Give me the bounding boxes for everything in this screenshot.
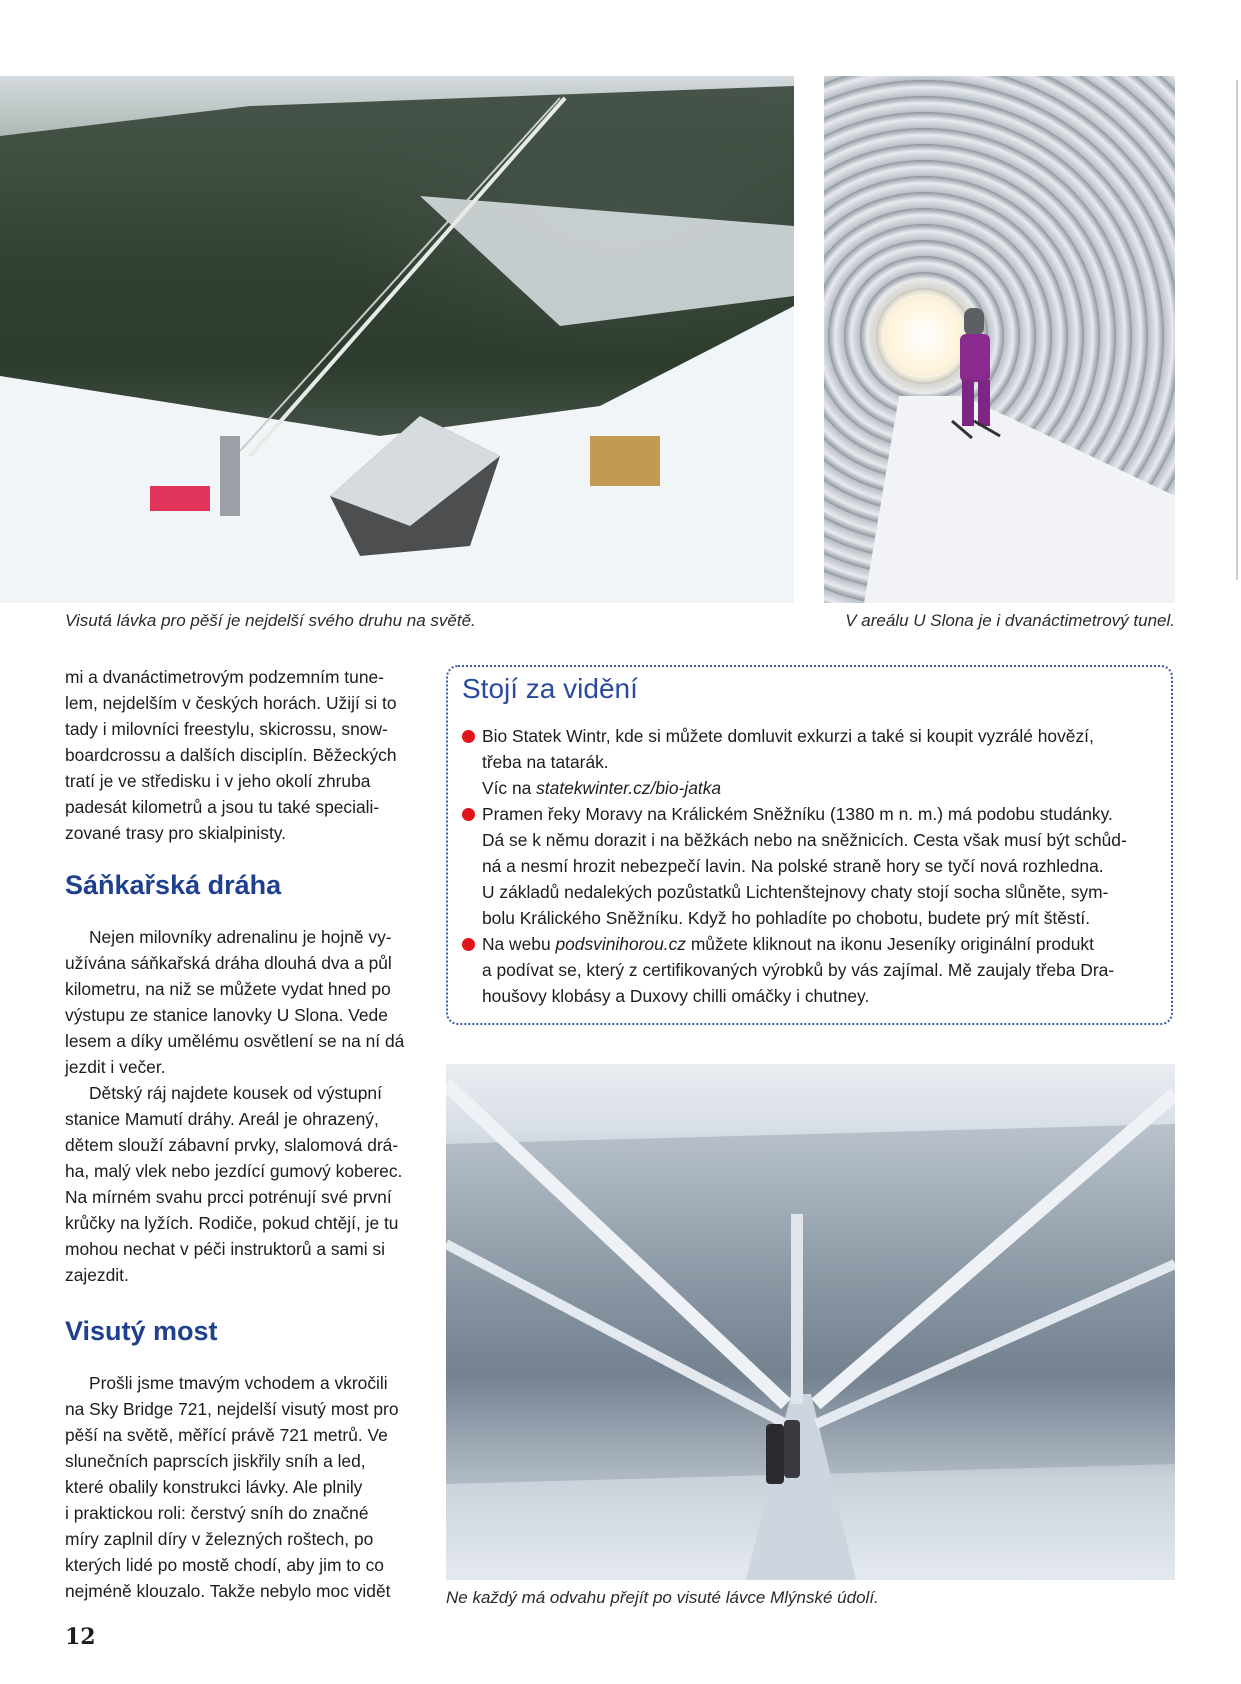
podsvinihorou-link[interactable]: podsvinihorou.cz bbox=[555, 934, 686, 954]
info-line: U základů nedalekých pozůstatků Lichtenštejnovy chaty stojí socha slůněte, sym- bbox=[482, 882, 1109, 902]
page-edge-rule bbox=[1236, 80, 1238, 580]
bridge-illustration bbox=[446, 1064, 1175, 1580]
sledding-paragraph-2 bbox=[65, 1080, 415, 1288]
paragraph-line: stanice Mamutí dráhy. Areál je ohrazený, bbox=[65, 1109, 379, 1129]
paragraph-line: ha, malý vlek nebo jezdící gumový koberec. bbox=[65, 1161, 403, 1181]
info-line: Dá se k němu dorazit i na běžkách nebo na sněžnicích. Cesta však musí být schůd- bbox=[482, 830, 1127, 850]
paragraph-line: Dětský ráj najdete kousek od výstupní bbox=[89, 1083, 382, 1103]
intro-line: padesát kilometrů a jsou tu také speciali- bbox=[65, 797, 380, 817]
paragraph-line: které obalily konstrukci lávky. Ale plnily bbox=[65, 1477, 363, 1497]
intro-line: boardcrossu a dalších disciplín. Běžeckých bbox=[65, 745, 397, 765]
paragraph-line: kterých lidé po mostě chodí, aby jim to co bbox=[65, 1555, 384, 1575]
info-item-podsvinihorou bbox=[482, 931, 1162, 1009]
info-line: třeba na tatarák. bbox=[482, 752, 609, 772]
link-prefix: Víc na bbox=[482, 778, 537, 798]
paragraph-line: Nejen milovníky adrenalinu je hojně vy- bbox=[89, 927, 392, 947]
aerial-bridge-photo bbox=[0, 76, 794, 603]
paragraph-line: výstupu ze stanice lanovky U Slona. Vede bbox=[65, 1005, 388, 1025]
info-box bbox=[446, 665, 1173, 1025]
tunnel-illustration bbox=[824, 76, 1175, 603]
paragraph-line: zajezdit. bbox=[65, 1265, 129, 1285]
intro-line: zované trasy pro skialpinisty. bbox=[65, 823, 287, 843]
paragraph-line: pěší na světě, měřící právě 721 metrů. Ve bbox=[65, 1425, 388, 1445]
info-line: ná a nesmí hrozit nebezpečí lavin. Na polské straně hory se tyčí nová rozhledna. bbox=[482, 856, 1104, 876]
paragraph-line: Prošli jsme tmavým vchodem a vkročili bbox=[89, 1373, 388, 1393]
paragraph-line: na Sky Bridge 721, nejdelší visutý most pro bbox=[65, 1399, 399, 1419]
paragraph-line: lesem a díky umělému osvětlení se na ní dá bbox=[65, 1031, 405, 1051]
info-item-morava-spring bbox=[482, 801, 1162, 931]
paragraph-line: mohou nechat v péči instruktorů a sami si bbox=[65, 1239, 385, 1259]
intro-paragraph bbox=[65, 664, 415, 846]
info-item-bio-statek bbox=[482, 723, 1162, 801]
tunnel-caption: V areálu U Slona je i dvanáctimetrový tunel. bbox=[845, 611, 1175, 630]
paragraph-line: Na mírném svahu prcci potrénují své první bbox=[65, 1187, 392, 1207]
paragraph-line: krůčky na lyžích. Rodiče, pokud chtějí, je tu bbox=[65, 1213, 399, 1233]
paragraph-line: dětem slouží zábavní prvky, slalomová drá- bbox=[65, 1135, 399, 1155]
statekwinter-link[interactable]: statekwinter.cz/bio-jatka bbox=[536, 778, 722, 798]
aerial-caption: Visutá lávka pro pěší je nejdelší svého druhu na světě. bbox=[65, 611, 476, 630]
info-line: houšovy klobásy a Duxovy chilli omáčky i chutney. bbox=[482, 986, 870, 1006]
red-bullet-icon bbox=[462, 730, 475, 743]
intro-line: tady i milovníci freestylu, skicrossu, snow- bbox=[65, 719, 388, 739]
bridge-paragraph bbox=[65, 1370, 415, 1604]
info-box-title: Stojí za vidění bbox=[462, 673, 638, 704]
info-line bbox=[482, 775, 1162, 801]
bridge-photo bbox=[446, 1064, 1175, 1580]
paragraph-line: slunečních paprscích jiskřily sníh a led, bbox=[65, 1451, 366, 1471]
intro-line: tratí je ve středisku i v jeho okolí zhruba bbox=[65, 771, 371, 791]
paragraph-line: jezdit i večer. bbox=[65, 1057, 166, 1077]
paragraph-line: nejméně klouzalo. Takže nebylo moc vidět bbox=[65, 1581, 391, 1601]
section-heading-suspension-bridge: Visutý most bbox=[65, 1316, 218, 1346]
info-line: Pramen řeky Moravy na Králickém Sněžníku (1380 m n. m.) má podobu studánky. bbox=[482, 804, 1113, 824]
info-line: bolu Králického Sněžníku. Když ho pohladíte po chobotu, budete prý mít štěstí. bbox=[482, 908, 1091, 928]
page-number: 12 bbox=[65, 1624, 96, 1650]
info-line: Bio Statek Wintr, kde si můžete domluvit exkurzi a také si koupit vyzrálé hovězí, bbox=[482, 726, 1094, 746]
intro-line: lem, nejdelším v českých horách. Užijí si to bbox=[65, 693, 397, 713]
aerial-illustration bbox=[0, 76, 794, 603]
bridge-caption: Ne každý má odvahu přejít po visuté lávce Mlýnské údolí. bbox=[446, 1588, 879, 1607]
section-heading-sledding: Sáňkařská dráha bbox=[65, 870, 282, 900]
text-prefix: Na webu bbox=[482, 934, 556, 954]
paragraph-line: i praktickou roli: čerstvý sníh do značné bbox=[65, 1503, 369, 1523]
info-line: a podívat se, který z certifikovaných výrobků by vás zajímal. Mě zaujaly třeba Dra- bbox=[482, 960, 1115, 980]
intro-line: mi a dvanáctimetrovým podzemním tune- bbox=[65, 667, 384, 687]
red-bullet-icon bbox=[462, 808, 475, 821]
tunnel-photo bbox=[824, 76, 1175, 603]
paragraph-line: užívána sáňkařská dráha dlouhá dva a půl bbox=[65, 953, 392, 973]
info-line bbox=[482, 931, 1162, 957]
paragraph-line: kilometru, na niž se můžete vydat hned po bbox=[65, 979, 391, 999]
text-rest: můžete kliknout na ikonu Jeseníky originální produkt bbox=[685, 934, 1094, 954]
sledding-paragraph-1 bbox=[65, 924, 415, 1080]
red-bullet-icon bbox=[462, 938, 475, 951]
paragraph-line: míry zaplnil díry v železných roštech, po bbox=[65, 1529, 374, 1549]
